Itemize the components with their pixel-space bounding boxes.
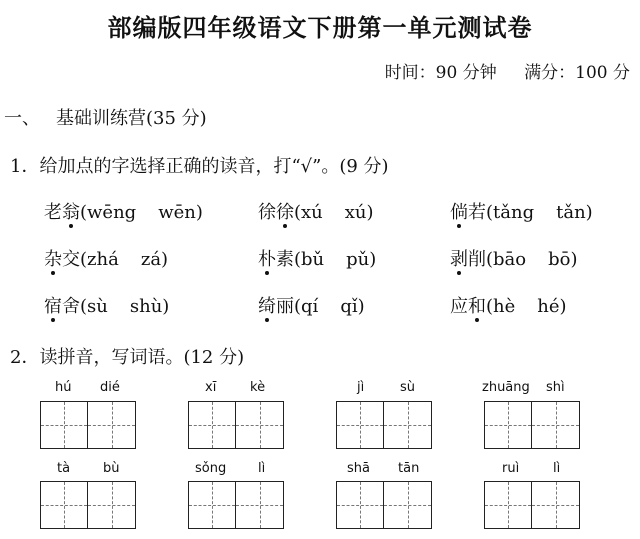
pronunciation-item: 朴素(bǔ pǔ) [258,245,376,271]
option-a[interactable]: (bǔ [294,249,325,270]
writing-grid[interactable] [484,481,580,529]
exam-time: 时间：90 分钟 [384,63,497,83]
pinyin: tān [398,461,420,476]
question-2-prompt: 2．读拼音，写词语。(12 分) [10,347,245,368]
writing-grid[interactable] [336,481,432,529]
writing-grid[interactable] [336,401,432,449]
pinyin: dié [100,380,120,395]
pinyin: bù [103,461,120,476]
section-number: 一、 [4,108,40,129]
dotted-char: 和 [468,292,486,318]
page-title: 部编版四年级语文下册第一单元测试卷 [107,14,533,42]
dotted-char: 倘 [450,198,468,224]
option-a[interactable]: (wēng [80,202,137,223]
pinyin: zhuāng [482,380,530,395]
writing-grid[interactable] [188,481,284,529]
writing-grid[interactable] [188,401,284,449]
option-a[interactable]: (xú [294,202,323,223]
section-label: 基础训练营(35 分) [56,108,207,129]
pinyin: jì [357,380,365,395]
pinyin: tà [57,461,71,476]
option-b[interactable]: zá) [140,249,169,270]
pinyin: ruì [502,461,520,476]
full-score: 满分：100 分 [524,63,630,83]
option-a[interactable]: (tǎng [486,202,535,223]
option-a[interactable]: (hè [486,296,516,317]
dotted-char: 徐 [276,198,294,224]
option-a[interactable]: (qí [294,296,319,317]
option-a[interactable]: (sù [80,296,108,317]
section-heading [4,104,207,130]
dotted-char: 翁 [62,198,80,224]
option-a[interactable]: (bāo [486,249,527,270]
pronunciation-item: 绮丽(qí qǐ) [258,292,365,318]
option-b[interactable]: xú) [344,202,374,223]
pinyin: lì [258,461,266,476]
pronunciation-item: 徐徐(xú xú) [258,198,374,224]
writing-grid[interactable] [40,481,136,529]
pinyin: sù [400,380,416,395]
dotted-char: 宿 [44,292,62,318]
pinyin: shì [546,380,565,395]
pinyin: shā [347,461,370,476]
pronunciation-item: 老翁(wēng wēn) [44,198,203,224]
option-b[interactable]: tǎn) [556,202,593,223]
option-b[interactable]: hé) [537,296,567,317]
dotted-char: 绮 [258,292,276,318]
pinyin: sǒng [195,461,227,476]
question-1-prompt: 1．给加点的字选择正确的读音，打“√”。(9 分) [10,156,389,177]
option-b[interactable]: shù) [129,296,170,317]
option-b[interactable]: wēn) [158,202,203,223]
pinyin: kè [250,380,266,395]
pronunciation-item: 宿舍(sù shù) [44,292,169,318]
dotted-char: 朴 [258,245,276,271]
option-b[interactable]: bō) [548,249,578,270]
pronunciation-item: 杂交(zhá zá) [44,245,168,271]
option-a[interactable]: (zhá [80,249,119,270]
pronunciation-item: 倘若(tǎng tǎn) [450,198,593,224]
option-b[interactable]: qǐ) [340,296,365,317]
pronunciation-item: 应和(hè hé) [450,292,567,318]
writing-grid[interactable] [40,401,136,449]
pinyin: xī [205,380,217,395]
pronunciation-item: 剥削(bāo bō) [450,245,578,271]
pinyin: lì [553,461,561,476]
dotted-char: 杂 [44,245,62,271]
option-b[interactable]: pǔ) [346,249,377,270]
exam-info [379,58,630,83]
writing-grid[interactable] [484,401,580,449]
pinyin: hú [55,380,72,395]
dotted-char: 剥 [450,245,468,271]
